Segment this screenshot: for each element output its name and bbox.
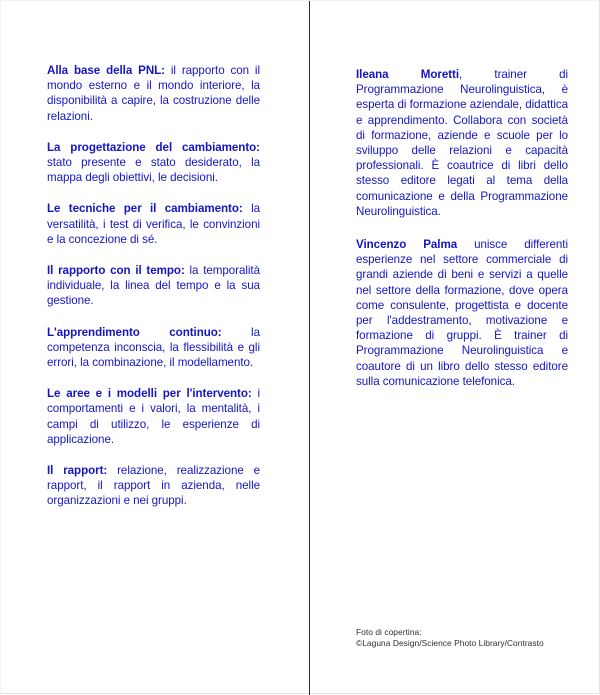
toc-entry	[47, 201, 260, 247]
toc-entry	[47, 463, 260, 509]
contents-summary-column	[47, 63, 260, 509]
author-name: Ileana Moretti	[356, 68, 460, 81]
toc-entry-lead: Il rapport:	[47, 464, 108, 478]
toc-entry-lead: L'apprendimento continuo:	[47, 325, 222, 339]
toc-entry-lead: Alla base della PNL:	[47, 64, 165, 77]
toc-entry-lead: Le tecniche per il cambiamento:	[47, 202, 243, 216]
toc-entry	[47, 386, 260, 447]
toc-entry-lead: La progettazione del cambiamento:	[47, 140, 260, 154]
toc-entry	[47, 140, 260, 186]
author-bio-text: , trainer di Programmazione Neurolinguistica, è esperta di formazione aziendale, didattica e apprendimento. Collabora con società di formazione, aziende e scuole per lo sviluppo delle relazioni e capacità professionali. È coautrice di libri dello stesso editore legati al tema della comunicazione e della Programmazione Neurolinguistica.	[356, 68, 569, 218]
toc-entry-text: i comportamenti e i valori, la mentalità, i campi di utilizzo, le esperienze di applicazione.	[47, 387, 260, 446]
toc-entry-text: stato presente e stato desiderato, la mappa degli obiettivi, le decisioni.	[47, 156, 260, 185]
cover-photo-credit-source: ©Laguna Design/Science Photo Library/Contrasto	[356, 637, 544, 648]
flap-fold-divider	[309, 1, 310, 695]
toc-entry	[47, 325, 260, 371]
author-bio-column	[356, 67, 568, 389]
toc-entry-lead: Il rapporto con il tempo:	[47, 264, 185, 278]
cover-photo-credit-label: Foto di copertina:	[356, 627, 422, 637]
author-bio-text: unisce differenti esperienze nel settore commerciale di grandi aziende di beni e servizi a quelle nel settore della formazione, dove opera come consulente, progettista e docente per l'addestramento, motivazione e formazione di gruppi. È trainer di Programmazione Neurolinguistica e coautore di un libro dello stesso editore sulla comunicazione telefonica.	[356, 238, 568, 388]
toc-entry-text: la temporalità individuale, la linea del tempo e la sua gestione.	[47, 264, 260, 308]
author-name: Vincenzo Palma	[356, 238, 458, 252]
author-bio	[356, 67, 568, 219]
toc-entry	[47, 63, 260, 124]
toc-entry	[47, 263, 260, 309]
cover-photo-credit	[356, 627, 586, 648]
toc-entry-text: la competenza inconscia, la flessibilità e gli errori, la combinazione, il modellamento.	[47, 325, 260, 370]
toc-entry-lead: Le aree e i modelli per l'intervento:	[47, 387, 252, 401]
toc-entry-text: il rapporto con il mondo esterno e il mondo interiore, la disponibilità a capire, la costruzione delle relazioni.	[47, 64, 260, 123]
author-bio	[356, 237, 568, 389]
toc-entry-text: relazione, realizzazione e rapport, il rapport in azienda, nelle organizzazioni e nei gruppi.	[47, 464, 260, 508]
toc-entry-text: la versatilità, i test di verifica, le convinzioni e la concezione di sé.	[47, 202, 260, 246]
